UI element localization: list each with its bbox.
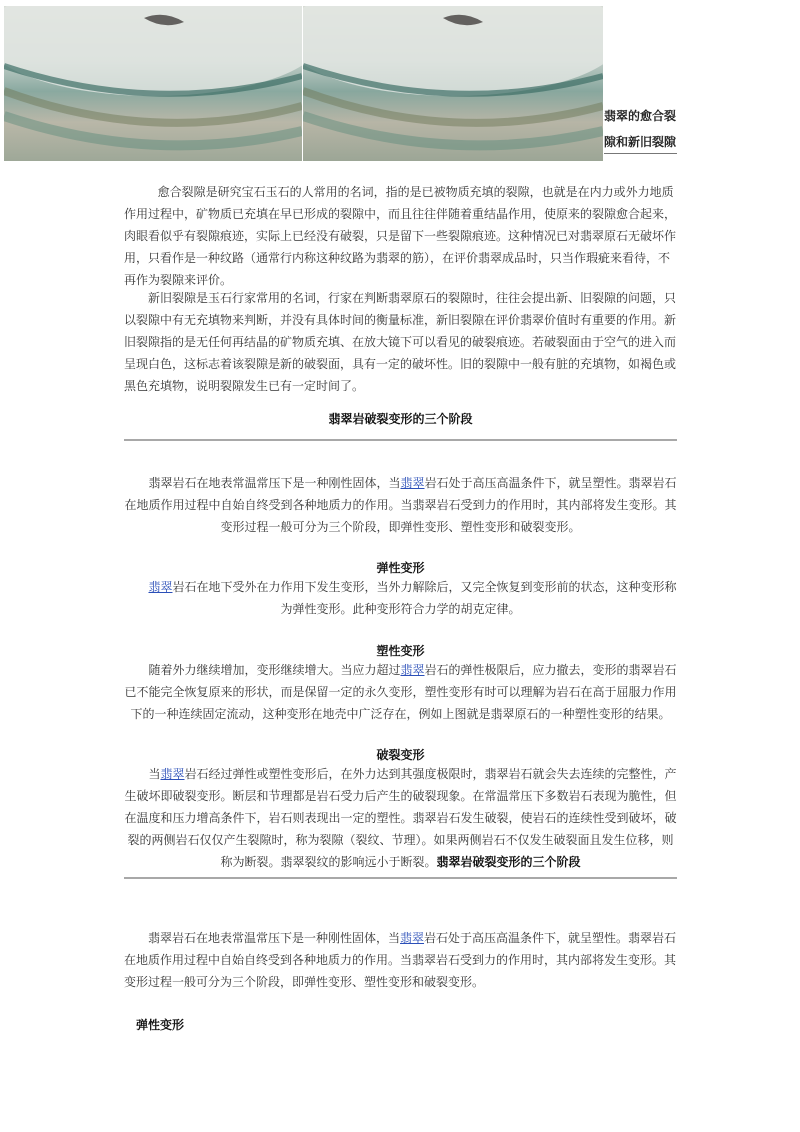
section2-intro-text-a: 翡翠岩石在地表常温常压下是一种刚性固体，当 bbox=[148, 931, 401, 945]
jade-keyword-link[interactable]: 翡翠 bbox=[400, 931, 425, 945]
jade-keyword-link[interactable]: 翡翠 bbox=[400, 663, 425, 677]
section-divider bbox=[124, 439, 677, 441]
intro-paragraph-healed-fissures: 愈合裂隙是研究宝石玉石的人常用的名词，指的是已被物质充填的裂隙，也就是在内力或外力地质作用过程中，矿物质已充填在早已形成的裂隙中，而且往往伴随着重结晶作用，使原来的裂隙愈合起来，肉眼看似乎有裂隙痕迹，实际上已经没有破裂，只是留下一些裂隙痕迹。这种情况已对翡翠原石无破坏作用，只看作是一种纹路（通常行内称这种纹路为翡翠的筋），在评价翡翠成品时，只当作瑕疵来看待，不再作为裂隙来评价。 bbox=[124, 185, 677, 287]
elastic-deformation-heading: 弹性变形 bbox=[376, 561, 425, 575]
jade-keyword-link[interactable]: 翡翠 bbox=[400, 476, 425, 490]
jade-keyword-link[interactable]: 翡翠 bbox=[160, 767, 185, 781]
elastic-deformation-heading-2: 弹性变形 bbox=[136, 1018, 185, 1032]
jade-photo-left bbox=[4, 6, 302, 161]
side-title-rule bbox=[604, 153, 677, 154]
plastic-deformation-heading: 塑性变形 bbox=[376, 644, 425, 658]
plastic-deformation-text-a: 随着外力继续增加，变形继续增大。当应力超过 bbox=[148, 663, 401, 677]
side-title bbox=[604, 103, 679, 155]
side-title-line-2: 隙和新旧裂隙 bbox=[604, 135, 677, 149]
section1-intro-text-a: 翡翠岩石在地表常温常压下是一种刚性固体，当 bbox=[148, 476, 401, 490]
jade-keyword-link[interactable]: 翡翠 bbox=[148, 580, 173, 594]
elastic-deformation-text: 岩石在地下受外在力作用下发生变形，当外力解除后，又完全恢复到变形前的状态，这种变形称为弹性变形。此种变形符合力学的胡克定律。 bbox=[172, 580, 677, 616]
section2-intro-paragraph bbox=[124, 927, 677, 993]
intro-paragraph-new-old-fissures: 新旧裂隙是玉石行家常用的名词，行家在判断翡翠原石的裂隙时，往往会提出新、旧裂隙的问题，只以裂隙中有无充填物来判断，并没有具体时间的衡量标准，新旧裂隙在评价翡翠价值时有重要的作用。新旧裂隙指的是无任何再结晶的矿物质充填、在放大镜下可以看见的破裂痕迹。若破裂面由于空气的进入而呈现白色，这标志着该裂隙是新的破裂面，具有一定的破坏性。旧的裂隙中一般有脏的充填物，如褐色或黑色充填物，说明裂隙发生已有一定时间了。 bbox=[124, 291, 677, 393]
elastic-deformation-paragraph bbox=[124, 576, 677, 620]
section-divider bbox=[124, 877, 677, 879]
side-title-line-1: 翡翠的愈合裂 bbox=[604, 109, 677, 123]
fracture-deformation-text-a: 当 bbox=[148, 767, 161, 781]
fracture-deformation-paragraph bbox=[124, 763, 677, 873]
fracture-deformation-text-b: 岩石经过弹性或塑性变形后，在外力达到其强度极限时，翡翠岩石就会失去连续的完整性，产生破坏即破裂变形。断层和节理都是岩石受力后产生的破裂现象。在常温常压下多数岩石表现为脆性，但在温度和压力增高条件下，岩石则表现出一定的塑性。翡翠岩石发生破裂，使岩石的连续性受到破坏，破裂的两侧岩石仅仅产生裂隙时，称为裂隙（裂纹、节理）。如果两侧岩石不仅发生破裂面且发生位移，则称为断裂。翡翠裂纹的影响远小于断裂。 bbox=[124, 767, 677, 869]
jade-photo-right bbox=[303, 6, 603, 161]
fracture-deformation-heading: 破裂变形 bbox=[376, 748, 425, 762]
section1-intro-text-b: 岩石处于高压高温条件下，就呈塑性。翡翠岩石在地质作用过程中自始自终受到各种地质力的作用。当翡翠岩石受到力的作用时，其内部将发生变形。其变形过程一般可分为三个阶段，即弹性变形、塑性变形和破裂变形。 bbox=[124, 476, 677, 534]
section1-intro-paragraph bbox=[124, 472, 677, 538]
section2-intro-text-b: 岩石处于高压高温条件下，就呈塑性。翡翠岩石在地质作用过程中自始自终受到各种地质力的作用。当翡翠岩石受到力的作用时，其内部将发生变形。其变形过程一般可分为三个阶段，即弹性变形、塑性变形和破裂变形。 bbox=[124, 931, 677, 989]
plastic-deformation-paragraph bbox=[124, 659, 677, 725]
inline-section-heading: 翡翠岩破裂变形的三个阶段 bbox=[436, 855, 581, 869]
plastic-deformation-text-b: 岩石的弹性极限后，应力撤去，变形的翡翠岩石已不能完全恢复原来的形状，而是保留一定的永久变形，塑性变形有时可以理解为岩石在高于屈服力作用下的一种连续固定流动，这种变形在地壳中广泛存在，例如上图就是翡翠原石的一种塑性变形的结果。 bbox=[124, 663, 677, 721]
section-heading-three-stages: 翡翠岩破裂变形的三个阶段 bbox=[328, 412, 473, 426]
